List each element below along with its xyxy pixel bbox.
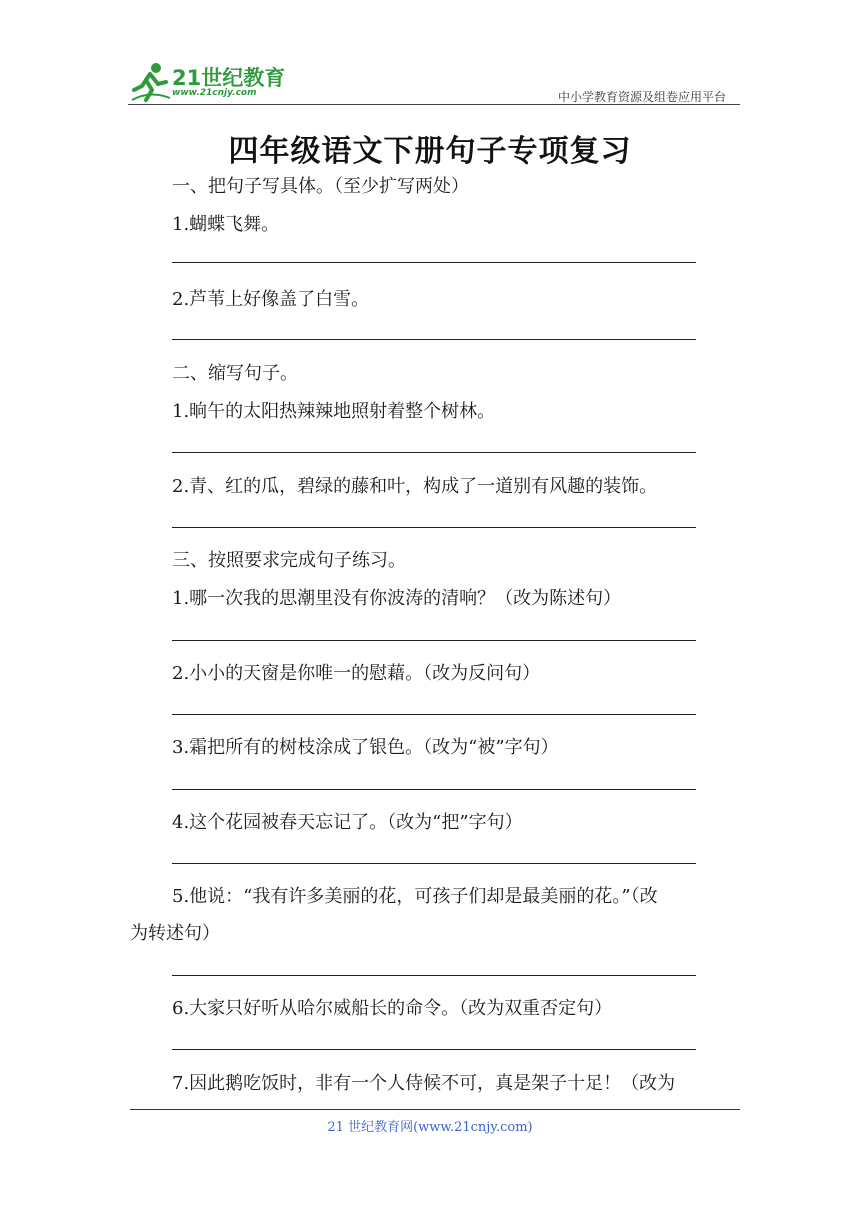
logo-url: www.21cnjy.com (172, 88, 257, 98)
answer-line[interactable] (172, 863, 696, 864)
footer-divider (130, 1109, 740, 1110)
page-header (128, 60, 740, 106)
question-2-2: 2.青、红的瓜，碧绿的藤和叶，构成了一道别有风趣的装饰。 (172, 476, 658, 497)
footer-text: 21 世纪教育网(www.21cnjy.com) (327, 1120, 533, 1135)
answer-line[interactable] (172, 640, 696, 641)
question-3-5: 5.他说：“我有许多美丽的花，可孩子们却是最美丽的花。”（改 (172, 886, 658, 907)
site-logo (128, 60, 298, 104)
answer-line[interactable] (172, 714, 696, 715)
question-1-2: 2.芦苇上好像盖了白雪。 (172, 289, 370, 310)
question-3-4: 4.这个花园被春天忘记了。（改为“把”字句） (172, 812, 523, 833)
question-3-2: 2.小小的天窗是你唯一的慰藉。（改为反问句） (172, 663, 541, 684)
answer-line[interactable] (172, 975, 696, 976)
section-3-heading: 三、按照要求完成句子练习。 (172, 550, 406, 571)
question-3-7: 7.因此鹅吃饭时，非有一个人侍候不可，真是架子十足！（改为 (172, 1073, 676, 1094)
question-3-5-cont: 为转述句） (130, 923, 220, 944)
question-2-1: 1.晌午的太阳热辣辣地照射着整个树林。 (172, 401, 496, 422)
question-1-1: 1.蝴蝶飞舞。 (172, 214, 280, 235)
platform-name: 中小学教育资源及组卷应用平台 (557, 90, 726, 104)
answer-line[interactable] (172, 339, 696, 340)
answer-line[interactable] (172, 789, 696, 790)
question-3-3: 3.霜把所有的树枝涂成了银色。（改为“被”字句） (172, 737, 559, 758)
question-3-6: 6.大家只好听从哈尔威船长的命令。（改为双重否定句） (172, 998, 613, 1019)
runner-icon (128, 60, 172, 104)
logo-text: 21世纪教育 (172, 66, 286, 90)
answer-line[interactable] (172, 527, 696, 528)
header-divider (128, 104, 740, 105)
answer-line[interactable] (172, 452, 696, 453)
answer-line[interactable] (172, 1049, 696, 1050)
question-3-1: 1.哪一次我的思潮里没有你波涛的清响？（改为陈述句） (172, 588, 622, 609)
page-title: 四年级语文下册句子专项复习 (228, 134, 632, 169)
section-2-heading: 二、缩写句子。 (172, 363, 298, 384)
answer-line[interactable] (172, 262, 696, 263)
section-1-heading: 一、把句子写具体。（至少扩写两处） (172, 176, 469, 197)
